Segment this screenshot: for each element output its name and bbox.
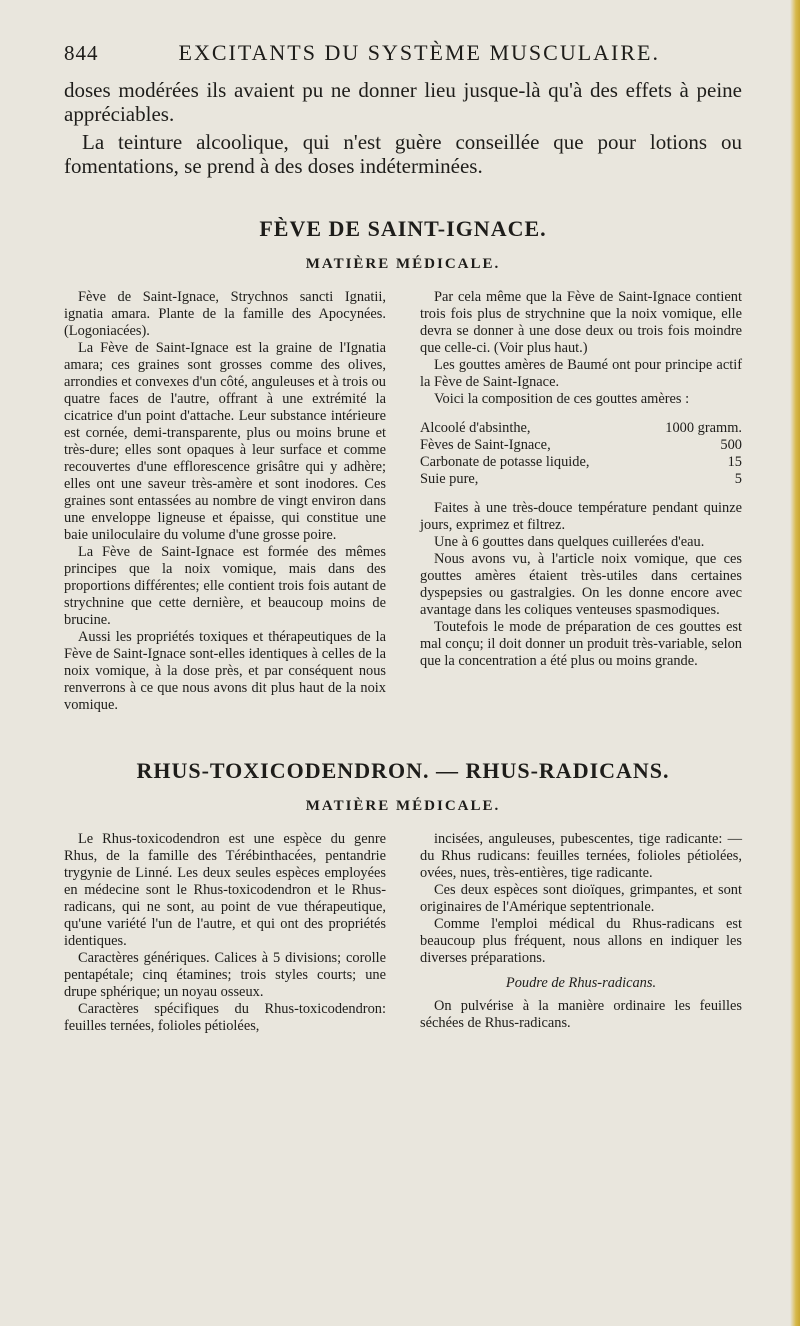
section2-columns [64,831,742,1035]
paragraph: Ces deux espèces sont dioïques, grimpantes, et sont originaires de l'Amérique septentrionale. [420,882,742,915]
paragraph: Toutefois le mode de préparation de ces gouttes est mal conçu; il doit donner un produit très-variable, selon que la concentration a été plus ou moins grande. [420,619,742,669]
running-title: EXCITANTS DU SYSTÈME MUSCULAIRE. [178,40,660,65]
ingredient-qty: 15 [727,454,742,470]
paragraph: La Fève de Saint-Ignace est la graine de l'Ignatia amara; ces graines sont grosses comme des olives, arrondies et convexes d'un côté, anguleuses et à trois ou quatre faces de l'autre, offrant à une extrémité la cicatrice d'un point d'attache. Leur substance intérieure est cornée, demi-transparente, plus ou moins brune et très-dure; elles sont opaques à leur surface et comme recouvertes d'une efflorescence grisâtre qui y adhère; elles ont une saveur très-amère et sont inodores. Ces graines sont entassées au nombre de vingt environ dans une enveloppe ligneuse et épaisse, qui constitue une baie uniloculaire du volume d'une grosse poire. [64,340,386,543]
paragraph: Faites à une très-douce température pendant quinze jours, exprimez et filtrez. [420,500,742,533]
recipe-list [420,420,742,488]
section-title: RHUS-TOXICODENDRON. — RHUS-RADICANS. [136,758,670,783]
running-head [64,40,742,66]
ingredient-qty: 500 [720,437,742,453]
right-column [420,831,742,1035]
page-number: 844 [64,41,99,65]
ingredient-name: Alcoolé d'absinthe, [420,420,531,436]
paragraph: Voici la composition de ces gouttes amères : [434,391,690,407]
paragraph: incisées, anguleuses, pubescentes, tige radicante: — du Rhus rudicans: feuilles ternées, folioles pétiolées, ovées, nues, très-entières, tige radicante. [420,831,742,881]
powder-heading: Poudre de Rhus-radicans. [505,975,657,991]
section-subtitle: MATIÈRE MÉDICALE. [305,798,501,814]
ingredient-qty: 1000 gramm. [665,420,742,436]
left-column [64,289,386,714]
ingredient-name: Suie pure, [420,471,479,487]
paragraph: Fève de Saint-Ignace, Strychnos sancti Ignatii, ignatia amara. Plante de la famille des Apocynées. (Logoniacées). [64,289,386,339]
recipe-row [420,437,742,454]
recipe-row [420,454,742,471]
right-column [420,289,742,714]
recipe-row [420,471,742,488]
paragraph: Caractères spécifiques du Rhus-toxicodendron: feuilles ternées, folioles pétiolées, [64,1001,386,1034]
section-subtitle: MATIÈRE MÉDICALE. [305,256,501,272]
section1-columns [64,289,742,714]
ingredient-qty: 5 [734,471,742,487]
paragraph: La Fève de Saint-Ignace est formée des mêmes principes que la noix vomique, mais dans des proportions différentes; elle contient trois fois autant de strychnine que cette dernière, et beaucoup moins de brucine. [64,544,386,628]
ingredient-name: Carbonate de potasse liquide, [420,454,590,470]
paragraph: Le Rhus-toxicodendron est une espèce du genre Rhus, de la famille des Térébinthacées, pentandrie trygynie de Linné. Les deux seules espèces employées en médecine sont le Rhus-toxicodendron et le Rhus-radicans, qui ne sont, au point de vue thérapeutique, qu'une variété l'un de l'autre, et qui ont des propriétés identiques. [64,831,386,949]
paragraph: Une à 6 gouttes dans quelques cuillerées d'eau. [434,534,705,550]
paragraph: Caractères génériques. Calices à 5 divisions; corolle pentapétale; cinq étamines; trois styles courts; une drupe sphérique; un noyau osseux. [64,950,386,1000]
paragraph: On pulvérise à la manière ordinaire les feuilles séchées de Rhus-radicans. [420,998,742,1031]
ingredient-name: Fèves de Saint-Ignace, [420,437,551,453]
paragraph: Les gouttes amères de Baumé ont pour principe actif la Fève de Saint-Ignace. [420,357,742,390]
section-title: FÈVE DE SAINT-IGNACE. [259,216,547,241]
intro-paragraph: doses modérées ils avaient pu ne donner lieu jusque-là qu'à des effets à peine appréciables. [64,78,742,126]
paragraph: Aussi les propriétés toxiques et thérapeutiques de la Fève de Saint-Ignace sont-elles identiques à celles de la noix vomique, à la dose près, et par conséquent nous renverrons à ce que nous avons dit plus haut de la noix vomique. [64,629,386,713]
paragraph: Comme l'emploi médical du Rhus-radicans est beaucoup plus fréquent, nous allons en indiquer les diverses préparations. [420,916,742,966]
recipe-row [420,420,742,437]
intro-text [64,78,742,178]
paragraph: Par cela même que la Fève de Saint-Ignace contient trois fois plus de strychnine que la noix vomique, elle devra se donner à une dose deux ou trois fois moindre que celle-ci. (Voir plus haut.) [420,289,742,356]
page-edge [790,0,800,1326]
paragraph: Nous avons vu, à l'article noix vomique, que ces gouttes amères étaient très-utiles dans certaines dyspepsies ou gastralgies. On les donne encore avec avantage dans les coliques venteuses spasmodiques. [420,551,742,618]
intro-paragraph: La teinture alcoolique, qui n'est guère conseillée que pour lotions ou fomentations, se prend à des doses indéterminées. [64,130,742,178]
left-column [64,831,386,1035]
